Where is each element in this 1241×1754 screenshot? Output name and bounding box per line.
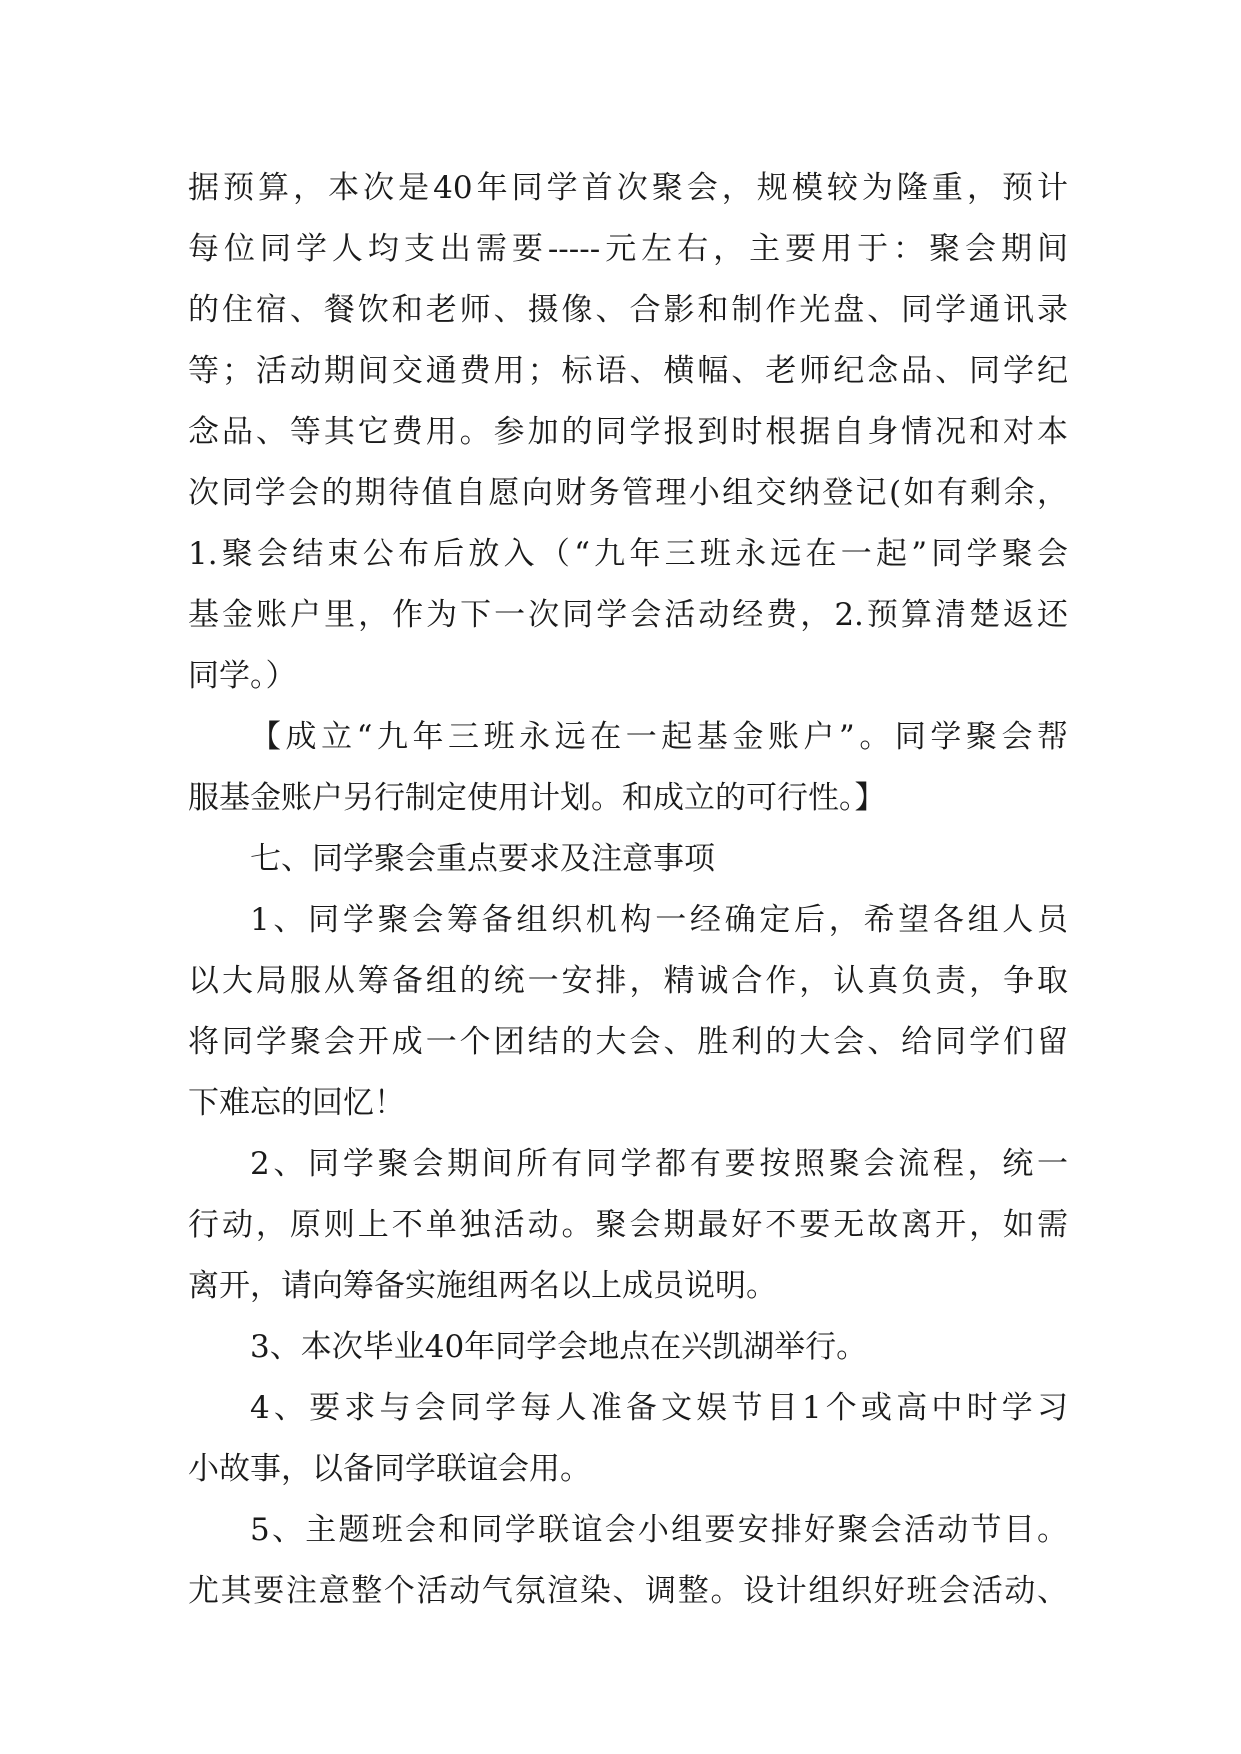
paragraph-line: 同学。） — [188, 658, 297, 694]
document-body — [188, 158, 1068, 1622]
paragraph-line: 据预算，本次是40年同学首次聚会，规模较为隆重，预计 — [188, 170, 1068, 206]
paragraph-line: 离开，请向筹备实施组两名以上成员说明。 — [188, 1268, 777, 1304]
paragraph-line: 5、主题班会和同学联谊会小组要安排好聚会活动节目。 — [250, 1512, 1068, 1548]
paragraph-line: 将同学聚会开成一个团结的大会、胜利的大会、给同学们留 — [188, 1024, 1068, 1060]
paragraph-line: 尤其要注意整个活动气氛渲染、调整。设计组织好班会活动、 — [188, 1573, 1068, 1609]
paragraph-line: 小故事，以备同学联谊会用。 — [188, 1451, 591, 1487]
paragraph-line: 的住宿、餐饮和老师、摄像、合影和制作光盘、同学通讯录 — [188, 292, 1068, 328]
paragraph-line: 每位同学人均支出需要-----元左右，主要用于：聚会期间 — [188, 231, 1068, 267]
section-heading: 七、同学聚会重点要求及注意事项 — [250, 841, 715, 877]
paragraph-line: 念品、等其它费用。参加的同学报到时根据自身情况和对本 — [188, 414, 1068, 450]
paragraph-line: 下难忘的回忆！ — [188, 1085, 405, 1121]
paragraph-line: 3、本次毕业40年同学会地点在兴凯湖举行。 — [250, 1329, 868, 1365]
paragraph-line: 4、要求与会同学每人准备文娱节目1个或高中时学习 — [250, 1390, 1068, 1426]
paragraph-line: 【成立“九年三班永远在一起基金账户”。同学聚会帮 — [250, 719, 1068, 755]
paragraph-line: 2、同学聚会期间所有同学都有要按照聚会流程，统一 — [250, 1146, 1068, 1182]
paragraph-line: 1.聚会结束公布后放入（“九年三班永远在一起”同学聚会 — [188, 536, 1068, 572]
paragraph-line: 服基金账户另行制定使用计划。和成立的可行性。】 — [188, 780, 886, 816]
paragraph-line: 基金账户里，作为下一次同学会活动经费，2.预算清楚返还 — [188, 597, 1068, 633]
paragraph-line: 1、同学聚会筹备组织机构一经确定后，希望各组人员 — [250, 902, 1068, 938]
paragraph-line: 行动，原则上不单独活动。聚会期最好不要无故离开，如需 — [188, 1207, 1068, 1243]
paragraph-line: 次同学会的期待值自愿向财务管理小组交纳登记(如有剩余， — [188, 475, 1068, 511]
paragraph-line: 以大局服从筹备组的统一安排，精诚合作，认真负责，争取 — [188, 963, 1068, 999]
paragraph-line: 等；活动期间交通费用；标语、横幅、老师纪念品、同学纪 — [188, 353, 1068, 389]
